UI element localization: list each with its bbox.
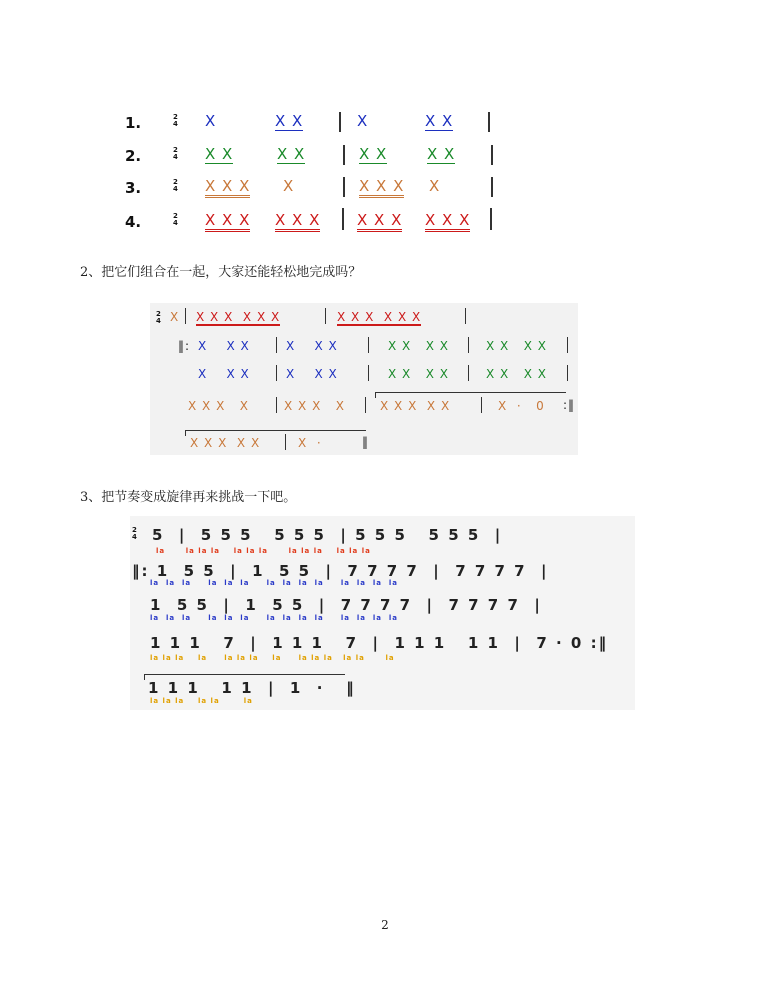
repeat-end: :‖ xyxy=(563,398,576,412)
rhythm-notes: X X X xyxy=(205,177,250,198)
bar-line xyxy=(325,308,326,324)
rhythm-notes: X xyxy=(429,177,441,195)
rhythm-notes: X xyxy=(357,112,369,130)
question-3: 3、把节奏变成旋律再来挑战一下吧。 xyxy=(80,490,297,505)
rhythm-measure: X X X xyxy=(198,339,250,353)
time-signature: 2 4 xyxy=(156,310,161,325)
bar-line xyxy=(342,208,344,230)
time-signature: 2 4 xyxy=(173,178,178,193)
bar-line xyxy=(276,365,277,381)
melody-notes: 5 | 5 5 5 5 5 5 | 5 5 5 5 5 5 | xyxy=(152,526,503,544)
page-number: 2 xyxy=(381,918,389,932)
bar-line xyxy=(465,308,466,324)
bar-line xyxy=(343,145,345,165)
rhythm-measure: X X X X X X xyxy=(337,310,422,324)
rhythm-notes: X X xyxy=(275,112,304,130)
final-bar: ‖ xyxy=(362,435,369,449)
bar-line xyxy=(365,397,366,413)
rhythm-notes: X X xyxy=(277,145,306,163)
repeat-start: ‖: xyxy=(178,339,191,353)
rhythm-notes: X X X xyxy=(275,211,320,232)
bar-line xyxy=(276,397,277,413)
rhythm-notes: X X X xyxy=(425,211,470,232)
time-signature: 2 4 xyxy=(173,113,178,128)
rhythm-notes: X X xyxy=(427,145,456,163)
melody-notes: 1 1 1 1 1 | 1 · ‖ xyxy=(148,679,356,697)
pickup-note: X xyxy=(170,310,180,324)
bar-line xyxy=(285,434,286,450)
syllables: la la la la la la la la la la la la la la xyxy=(150,579,399,587)
bar-line xyxy=(491,145,493,165)
bar-line xyxy=(276,337,277,353)
bar-line xyxy=(468,365,469,381)
rhythm-notes: X X xyxy=(359,145,388,163)
combined-rhythm-image xyxy=(150,303,578,455)
syllables: la la la la la la xyxy=(150,697,253,705)
rhythm-notes: X X xyxy=(425,112,454,130)
time-signature: 2 4 xyxy=(173,212,178,227)
question-2: 2、把它们组合在一起，大家还能轻松地完成吗？ xyxy=(80,265,362,280)
rhythm-measure: X X X X xyxy=(188,399,249,413)
rhythm-measure: X X X X xyxy=(388,367,449,381)
time-signature: 2 4 xyxy=(132,526,137,541)
rhythm-exercise-image xyxy=(115,100,500,240)
bar-line xyxy=(490,208,492,230)
bar-line xyxy=(468,337,469,353)
row-number: 2. xyxy=(125,147,142,165)
rhythm-notes: X X X xyxy=(205,211,250,232)
syllables: la la la la la la la la la la la la la xyxy=(156,547,371,555)
bar-line xyxy=(488,112,490,132)
row-number: 4. xyxy=(125,213,142,231)
rhythm-notes: X X xyxy=(205,145,234,163)
rhythm-measure: X X X xyxy=(286,339,338,353)
bar-line xyxy=(567,365,568,381)
bar-line xyxy=(185,308,186,324)
row-number: 1. xyxy=(125,114,142,132)
rhythm-measure: X X X X xyxy=(486,367,547,381)
bar-line xyxy=(567,337,568,353)
row-number: 3. xyxy=(125,179,142,197)
rhythm-measure: X · 0 xyxy=(498,399,545,413)
melody-notes: 1 5 5 | 1 5 5 | 7 7 7 7 | 7 7 7 7 | xyxy=(150,596,542,614)
time-signature: 2 4 xyxy=(173,146,178,161)
syllables: la la la la la la la la la la la la la la xyxy=(150,654,395,662)
rhythm-measure: X X X xyxy=(198,367,250,381)
rhythm-measure: X X X X X xyxy=(190,436,261,450)
bar-line xyxy=(491,177,493,197)
rhythm-measure: X · xyxy=(298,436,322,450)
rhythm-measure: X X X xyxy=(286,367,338,381)
rhythm-notes: X xyxy=(205,112,217,130)
volta-bracket xyxy=(375,392,566,398)
melody-notation-image xyxy=(130,516,635,710)
rhythm-notes: X X X xyxy=(357,211,402,232)
rhythm-notes: X X X xyxy=(359,177,404,198)
melody-notes: ‖: 1 5 5 | 1 5 5 | 7 7 7 7 | 7 7 7 7 | xyxy=(132,562,549,580)
rhythm-measure: X X X X xyxy=(486,339,547,353)
bar-line xyxy=(481,397,482,413)
rhythm-measure: X X X X X X xyxy=(196,310,281,324)
melody-notes: 1 1 1 7 | 1 1 1 7 | 1 1 1 1 1 | 7 · 0 :‖ xyxy=(150,634,609,652)
rhythm-measure: X X X X xyxy=(388,339,449,353)
bar-line xyxy=(368,365,369,381)
bar-line xyxy=(368,337,369,353)
bar-line xyxy=(339,112,341,132)
rhythm-measure: X X X X X xyxy=(380,399,451,413)
rhythm-measure: X X X X xyxy=(284,399,345,413)
syllables: la la la la la la la la la la la la la la xyxy=(150,614,399,622)
bar-line xyxy=(343,177,345,197)
rhythm-notes: X xyxy=(283,177,295,195)
